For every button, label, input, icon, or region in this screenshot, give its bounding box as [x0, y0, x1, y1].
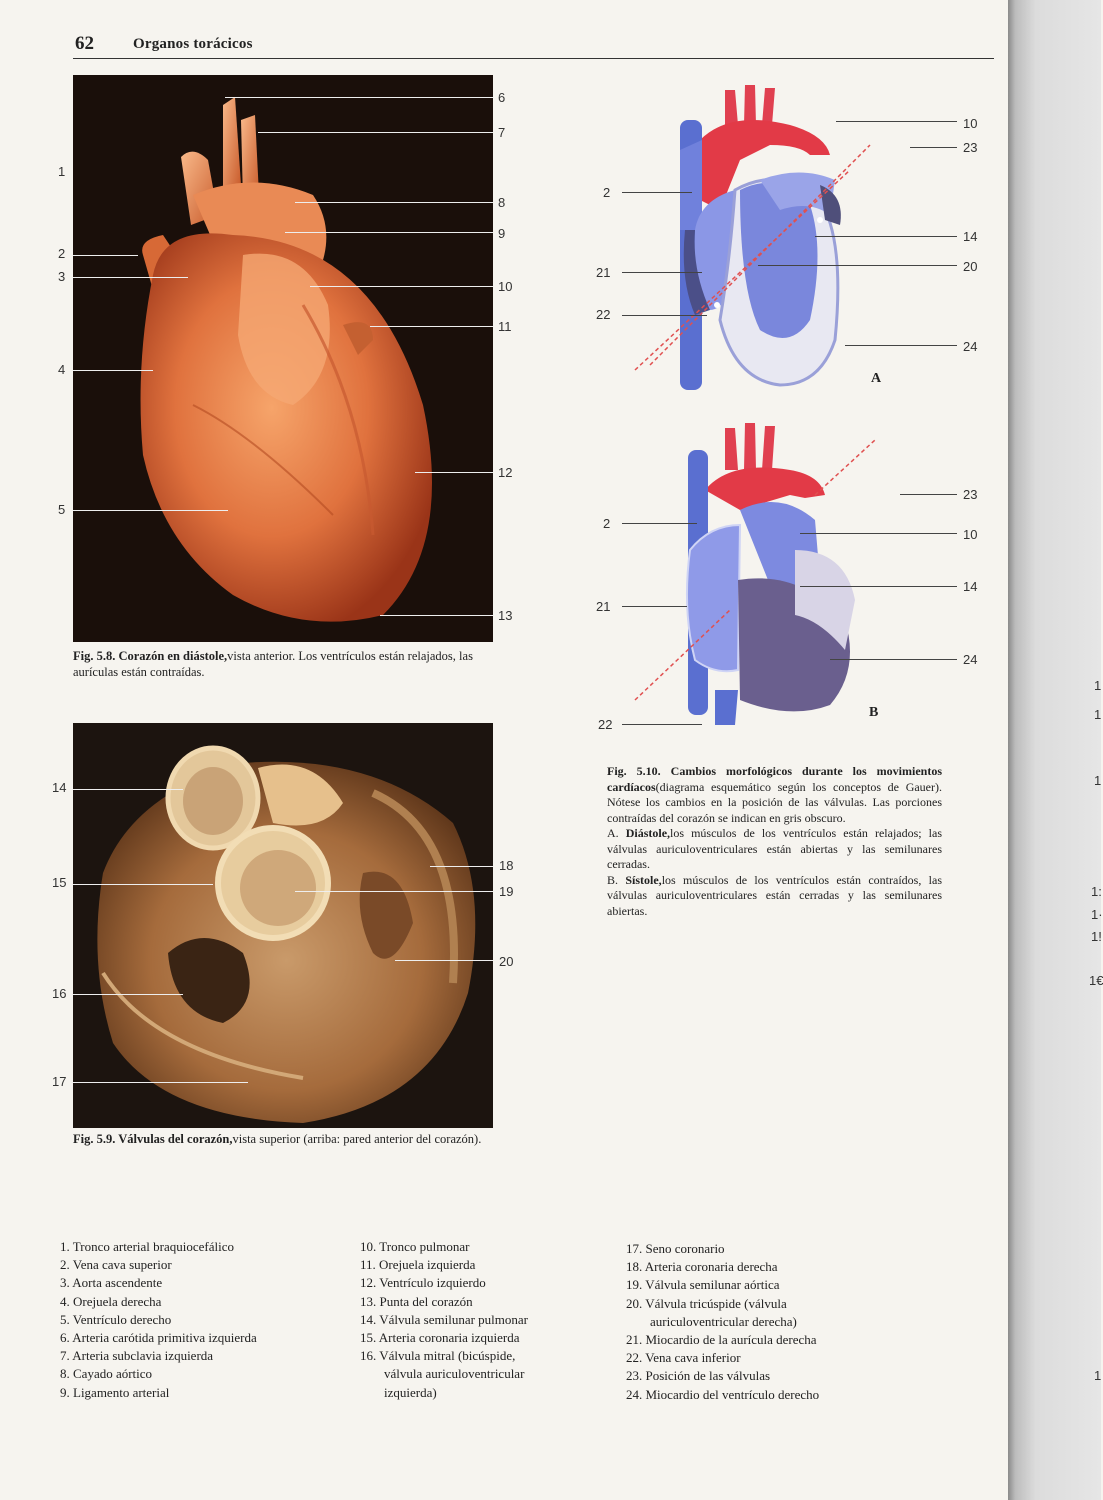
edge-fragment: 1 — [1094, 1368, 1102, 1383]
diagB-label-14: 14 — [963, 579, 978, 594]
edge-fragment: 1 — [1094, 678, 1102, 693]
legend-item: 8. Cayado aórtico — [60, 1366, 153, 1382]
fig59-caption — [73, 1131, 493, 1147]
legend-item: 24. Miocardio del ventrículo derecho — [626, 1386, 820, 1402]
legend-item: 3. Aorta ascendente — [60, 1275, 163, 1291]
fig58-label-4: 4 — [58, 362, 66, 377]
diastole-diagram — [620, 80, 870, 400]
leader-line — [415, 472, 493, 473]
systole-diagram — [620, 420, 870, 730]
leader-line — [73, 994, 183, 995]
legend-item: 17. Seno coronario — [626, 1241, 725, 1256]
fig58-label-8: 8 — [498, 195, 506, 210]
fig58-label-6: 6 — [498, 90, 506, 105]
diagram-letter-b: B — [869, 705, 879, 720]
leader-line — [622, 272, 702, 273]
header-rule — [73, 58, 994, 59]
fig510-caption-text: (diagrama esquemático según los conceptos de Gauer). Nótese los cambios en la posición de las válvulas. Las porciones contraídas del corazón se indican en gris obscuro. — [607, 779, 942, 825]
edge-fragment: 1: — [1091, 884, 1102, 899]
page-gutter-shadow — [1008, 0, 1101, 1500]
leader-line — [73, 884, 213, 885]
legend-item: 18. Arteria coronaria derecha — [626, 1259, 778, 1275]
leader-line — [622, 606, 687, 607]
legend-item: 13. Punta del corazón — [360, 1293, 473, 1309]
fig59-label-20: 20 — [499, 954, 514, 969]
diagA-label-22: 22 — [596, 307, 611, 322]
legend-item: 2. Vena cava superior — [60, 1257, 172, 1273]
fig58-label-9: 9 — [498, 226, 506, 241]
edge-fragment: 1 — [1094, 773, 1102, 788]
diagA-label-23: 23 — [963, 140, 978, 155]
leader-line — [258, 132, 493, 133]
fig510-b-bold: Sístole, — [625, 872, 662, 887]
fig59-caption-bold: Fig. 5.9. Válvulas del corazón, — [73, 1132, 233, 1146]
fig59-label-19: 19 — [499, 884, 514, 899]
fig59-label-14: 14 — [52, 780, 67, 795]
fig58-label-5: 5 — [58, 502, 66, 517]
legend-item: válvula auriculoventricular — [384, 1366, 525, 1382]
leader-line — [622, 315, 707, 316]
leader-line — [900, 494, 957, 495]
diagB-label-2: 2 — [603, 516, 611, 531]
legend-item: 9. Ligamento arterial — [60, 1384, 170, 1400]
leader-line — [910, 147, 957, 148]
leader-line — [295, 891, 493, 892]
page-number: 62 — [75, 33, 94, 54]
fig59-label-17: 17 — [52, 1074, 67, 1089]
legend-item: 11. Orejuela izquierda — [360, 1257, 476, 1273]
fig510-b-prefix: B. — [607, 872, 626, 887]
legend-column-3 — [626, 1240, 819, 1404]
legend-column-1 — [60, 1238, 257, 1402]
diagA-label-20: 20 — [963, 259, 978, 274]
page-header-title: Organos torácicos — [133, 36, 253, 52]
fig58-label-10: 10 — [498, 279, 513, 294]
fig58-label-13: 13 — [498, 608, 513, 623]
leader-line — [622, 724, 702, 725]
diagB-label-10: 10 — [963, 527, 978, 542]
fig59-label-15: 15 — [52, 875, 67, 890]
leader-line — [73, 370, 153, 371]
leader-line — [285, 232, 493, 233]
leader-line — [815, 236, 957, 237]
edge-fragment: 1· — [1091, 907, 1103, 922]
fig58-caption-text: vista anterior. Los ventrículos están relajados, las aurículas están contraídas. — [73, 649, 473, 679]
legend-item: 16. Válvula mitral (bicúspide, — [360, 1348, 516, 1364]
diagA-label-24: 24 — [963, 339, 978, 354]
legend-item: 6. Arteria carótida primitiva izquierda — [60, 1330, 257, 1346]
legend-item: 19. Válvula semilunar aórtica — [626, 1277, 780, 1293]
fig510-caption-bold: Fig. 5.10. Cambios morfológicos durante los movimientos cardíacos — [607, 764, 942, 794]
legend-item: 7. Arteria subclavia izquierda — [60, 1348, 214, 1364]
fig58-label-11: 11 — [498, 319, 512, 334]
legend-item: 14. Válvula semilunar pulmonar — [360, 1311, 529, 1327]
leader-line — [370, 326, 493, 327]
diagA-label-14: 14 — [963, 229, 978, 244]
leader-line — [830, 659, 957, 660]
leader-line — [800, 586, 957, 587]
diagB-label-23: 23 — [963, 487, 978, 502]
legend-column-2 — [360, 1238, 528, 1402]
leader-line — [845, 345, 957, 346]
legend-item: 20. Válvula tricúspide (válvula — [626, 1295, 787, 1311]
legend-item: 10. Tronco pulmonar — [360, 1239, 470, 1254]
leader-line — [800, 533, 957, 534]
fig59-label-16: 16 — [52, 986, 67, 1001]
fig510-b-text: los músculos de los ventrículos están contraídos, las válvulas auriculoventriculares están cerradas y las semilunares abiertas. — [607, 872, 942, 918]
legend-item: auriculoventricular derecha) — [650, 1313, 797, 1329]
leader-line — [395, 960, 493, 961]
legend-item: 15. Arteria coronaria izquierda — [360, 1330, 520, 1346]
heart-anterior-photo — [73, 75, 493, 642]
legend-item: 21. Miocardio de la aurícula derecha — [626, 1332, 817, 1348]
fig58-label-3: 3 — [58, 269, 66, 284]
leader-line — [73, 789, 183, 790]
edge-fragment: 1 — [1094, 707, 1102, 722]
leader-line — [380, 615, 493, 616]
leader-line — [758, 265, 957, 266]
leader-line — [430, 866, 493, 867]
fig58-label-7: 7 — [498, 125, 506, 140]
fig510-a-prefix: A. — [607, 826, 626, 840]
fig510-a-text: los músculos de los ventrículos están relajados; las válvulas auriculoventriculares están abiertas y las semilunares cerradas. — [607, 826, 942, 871]
fig59-label-18: 18 — [499, 858, 514, 873]
fig510-caption — [607, 764, 942, 919]
leader-line — [73, 255, 138, 256]
leader-line — [225, 97, 493, 98]
fig58-caption — [73, 648, 493, 680]
leader-line — [73, 1082, 248, 1083]
diagA-label-10: 10 — [963, 116, 978, 131]
legend-item: 12. Ventrículo izquierdo — [360, 1275, 486, 1291]
legend-item: izquierda) — [384, 1384, 437, 1400]
legend-item: 5. Ventrículo derecho — [60, 1311, 172, 1327]
fig58-label-12: 12 — [498, 465, 513, 480]
leader-line — [836, 121, 957, 122]
leader-line — [295, 202, 493, 203]
heart-valves-photo — [73, 723, 493, 1128]
diagB-label-22: 22 — [598, 717, 613, 732]
edge-fragment: 1! — [1091, 929, 1102, 944]
legend-item: 23. Posición de las válvulas — [626, 1368, 771, 1384]
leader-line — [73, 277, 188, 278]
fig59-caption-text: vista superior (arriba: pared anterior del corazón). — [232, 1132, 482, 1146]
leader-line — [310, 286, 493, 287]
legend-item: 22. Vena cava inferior — [626, 1350, 741, 1366]
diagram-letter-a: A — [871, 371, 882, 386]
legend-item: 4. Orejuela derecha — [60, 1293, 162, 1309]
edge-fragment: 1€ — [1089, 973, 1103, 988]
leader-line — [73, 510, 228, 511]
fig58-label-1: 1 — [58, 164, 66, 179]
legend-item: 1. Tronco arterial braquiocefálico — [60, 1239, 234, 1254]
fig510-a-bold: Diástole, — [625, 826, 671, 840]
fig58-caption-bold: Fig. 5.8. Corazón en diástole, — [73, 649, 228, 663]
diagB-label-24: 24 — [963, 652, 978, 667]
diagA-label-2: 2 — [603, 185, 611, 200]
leader-line — [622, 192, 692, 193]
diagA-label-21: 21 — [596, 265, 611, 280]
fig58-label-2: 2 — [58, 246, 66, 261]
diagB-label-21: 21 — [596, 599, 611, 614]
leader-line — [622, 523, 697, 524]
